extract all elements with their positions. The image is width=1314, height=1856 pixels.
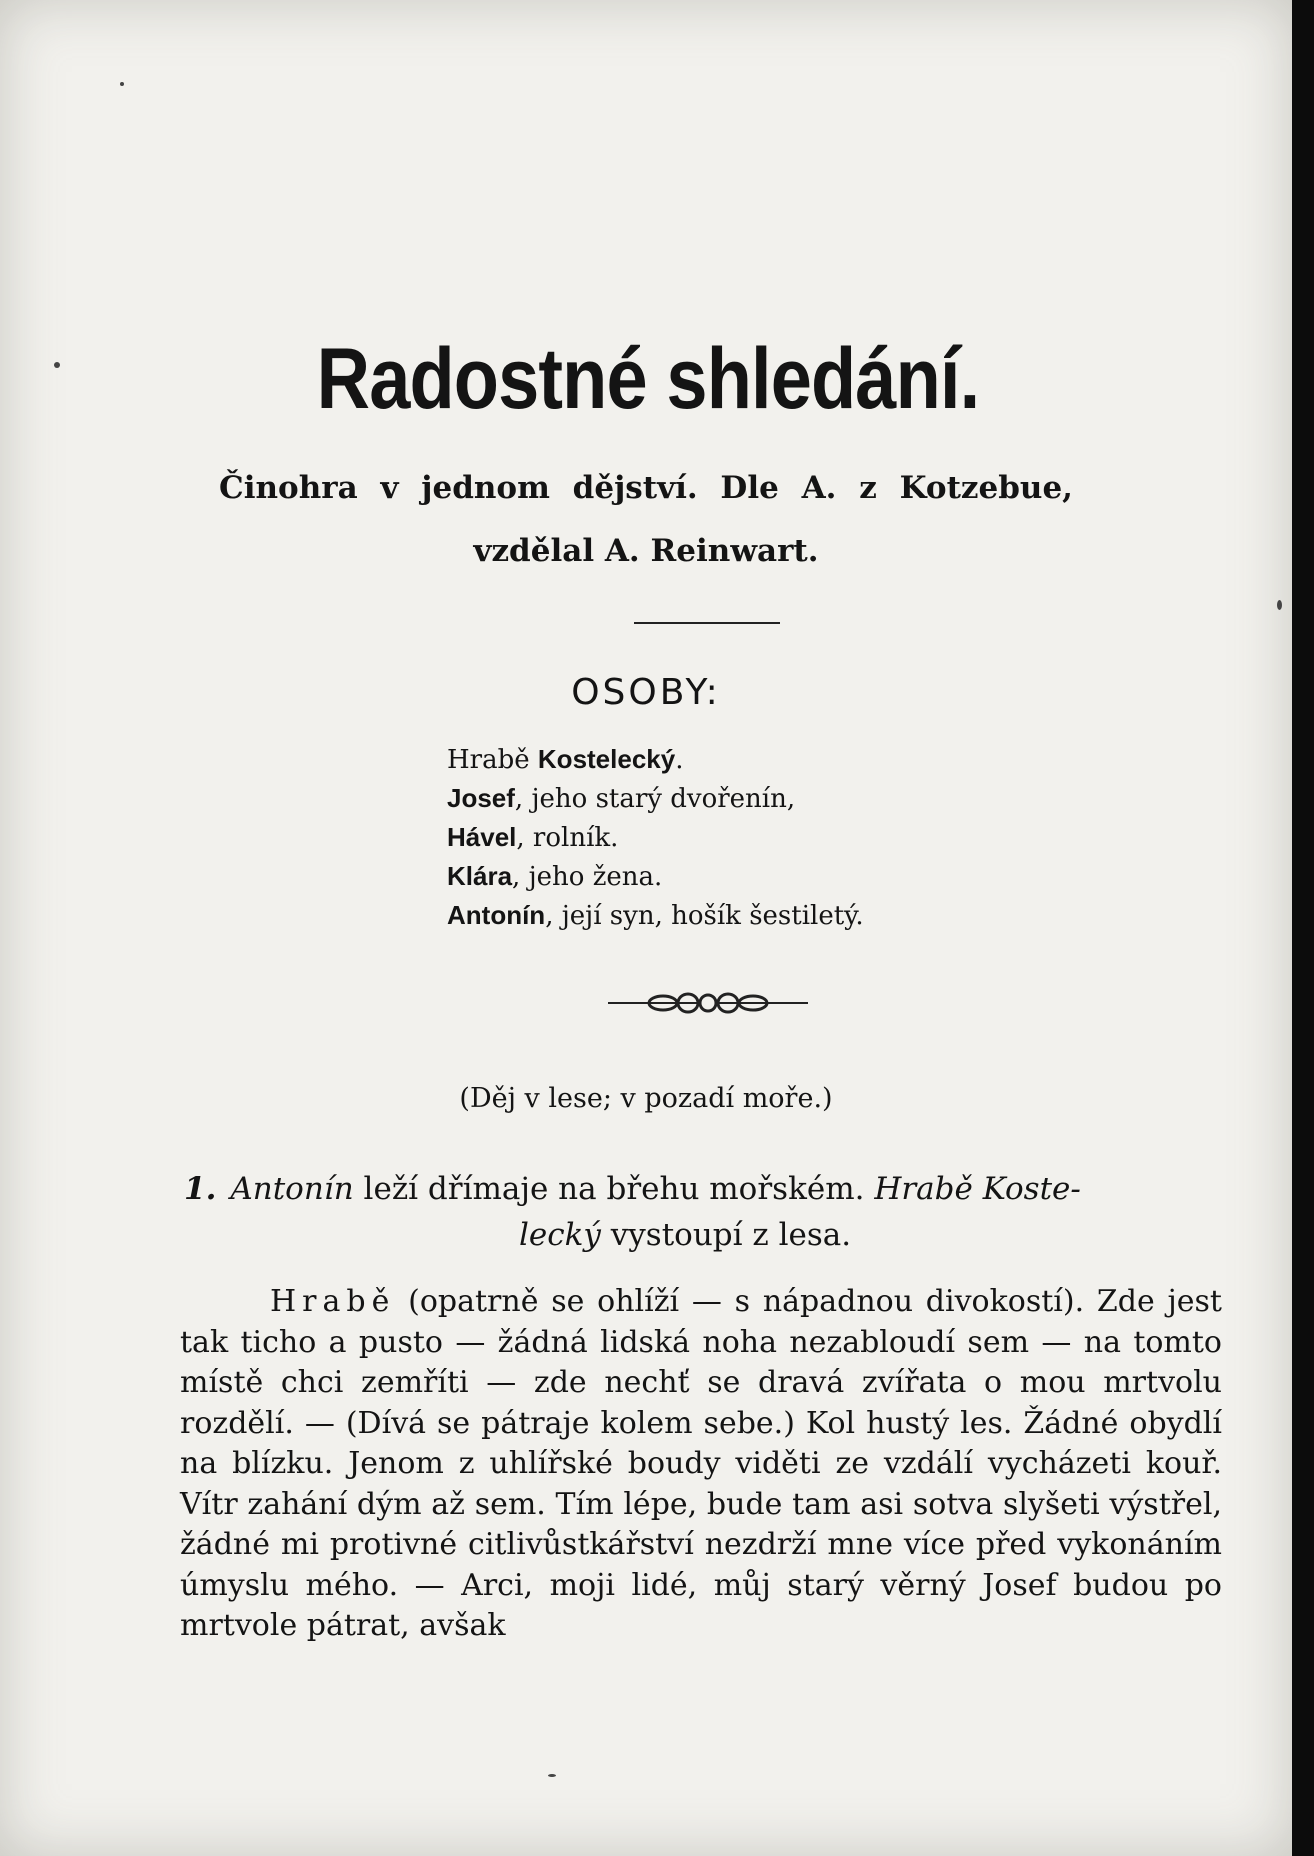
- character-name: Antonín: [447, 900, 546, 930]
- scene-direction: [184, 1166, 1224, 1258]
- speaker-name: Hrabě: [270, 1284, 396, 1319]
- scene-character: Hrabě Koste-: [874, 1171, 1081, 1207]
- play-title: Radostné shledání.: [316, 331, 980, 427]
- print-speck: [1277, 600, 1282, 610]
- dialogue-block: [180, 1282, 1222, 1647]
- speech-text: (opatrně se ohlíží — s nápadnou divokostí). Zde jest tak ticho a pusto — žádná lidská noha nezabloudí sem — na tomto místě chci zemříti — zde nechť se dravá zvířata o mou mrtvolu rozdělí. — (Dívá se pátraje kolem sebe.) Kol hustý les. Žádné obydlí na blízku. Jenom z uhlířské boudy viděti ze vzdálí vycházeti kouř. Vítr zahání dým až sem. Tím lépe, bude tam asi sotva slyšeti výstřel, žádné mi protivné citlivůstkářství nezdrží mne více před vykonáním úmyslu mého. — Arci, moji lidé, můj starý věrný Josef budou po mrtvole pátrat, avšak: [180, 1284, 1222, 1643]
- print-speck: [120, 82, 124, 86]
- scene-character: Antonín: [230, 1171, 354, 1207]
- scene-line-1: [184, 1166, 1224, 1212]
- character-desc: .: [675, 745, 684, 775]
- character-name: Klára: [447, 861, 513, 891]
- character-prefix: Hrabě: [447, 745, 538, 775]
- character-name: Josef: [447, 783, 515, 813]
- dialogue-paragraph: [180, 1282, 1222, 1647]
- stage-setting: (Děj v lese; v pozadí moře.): [459, 1083, 833, 1114]
- scene-text: leží dřímaje na břehu mořském.: [353, 1171, 875, 1207]
- character-desc: , její syn, hošík šestiletý.: [545, 901, 864, 931]
- character-desc: , jeho žena.: [512, 862, 663, 892]
- ornament-divider-icon: [608, 988, 808, 1018]
- scene-text: vystoupí z lesa.: [600, 1217, 852, 1253]
- character-entry: [447, 818, 864, 857]
- scene-number: 1.: [184, 1171, 217, 1207]
- character-desc: , rolník.: [516, 823, 619, 853]
- subtitle-line-2: vzdělal A. Reinwart.: [473, 533, 819, 569]
- character-desc: , jeho starý dvořenín,: [514, 784, 796, 814]
- print-speck: [548, 1774, 556, 1777]
- characters-heading: OSOBY:: [571, 672, 721, 713]
- character-entry: [447, 740, 864, 779]
- subtitle-line-1: Činohra v jednom dějství. Dle A. z Kotzebue,: [219, 470, 1073, 506]
- page-edge-shadow: [1292, 0, 1314, 1856]
- character-entry: [447, 779, 864, 818]
- scene-character: lecký: [519, 1217, 601, 1253]
- character-list: [447, 740, 864, 935]
- character-name: Kostelecký: [537, 744, 676, 774]
- character-entry: [447, 896, 864, 935]
- print-speck: [54, 362, 60, 368]
- scene-line-2: [184, 1212, 1224, 1258]
- character-name: Hável: [447, 822, 517, 852]
- title-divider-rule: [634, 622, 780, 624]
- character-entry: [447, 857, 864, 896]
